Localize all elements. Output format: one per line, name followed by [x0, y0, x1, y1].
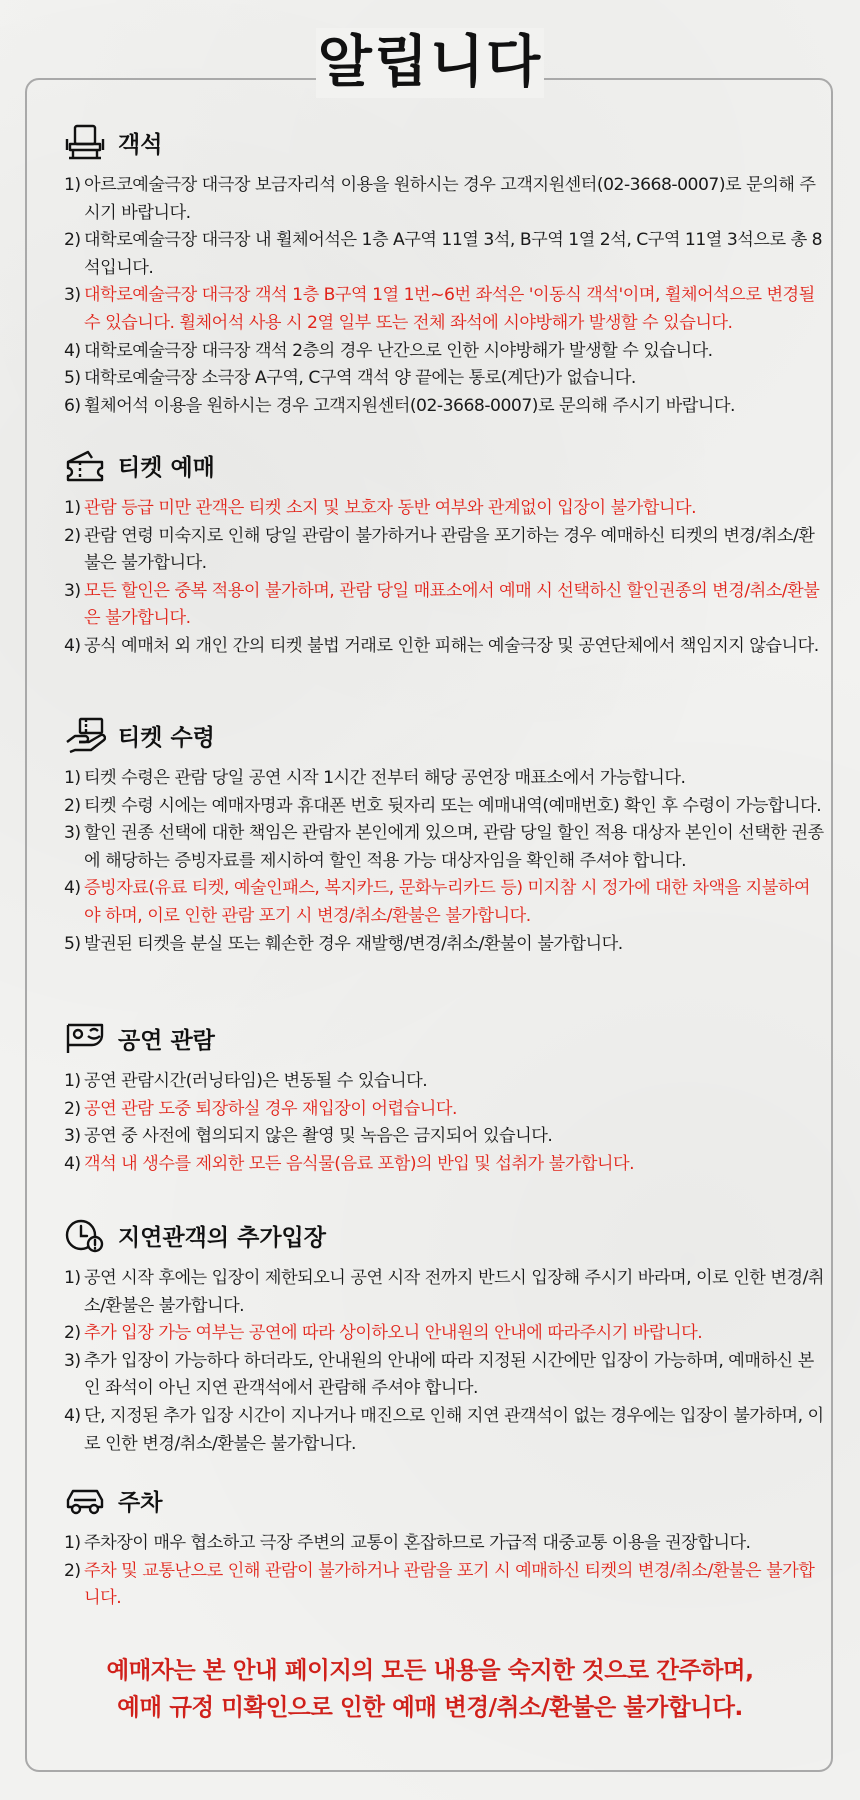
item-number: 4)	[64, 878, 81, 899]
item-number: 2)	[64, 230, 81, 251]
item-text: 공연 중 사전에 협의되지 않은 촬영 및 녹음은 금지되어 있습니다.	[84, 1126, 553, 1147]
section-header	[64, 715, 824, 755]
notice-item	[64, 1123, 824, 1151]
item-text: 공연 시작 후에는 입장이 제한되오니 공연 시작 전까지 반드시 입장해 주시기 바라며, 이로 인한 변경/취소/환불은 불가합니다.	[84, 1268, 824, 1316]
notice-item	[64, 282, 824, 337]
item-number: 5)	[64, 933, 81, 954]
notice-item	[64, 365, 824, 393]
section-title: 티켓 수령	[118, 724, 215, 751]
footer-line: 예매 규정 미확인으로 인한 예매 변경/취소/환불은 불가합니다.	[117, 1693, 743, 1721]
car-icon	[64, 1480, 110, 1520]
section-title: 공연 관람	[118, 1027, 215, 1054]
view-icon	[64, 1018, 110, 1058]
item-number: 2)	[64, 1323, 81, 1344]
item-number: 4)	[64, 340, 81, 361]
item-text: 단, 지정된 추가 입장 시간이 지나거나 매진으로 인해 지연 관객석이 없는 경우에는 입장이 불가하며, 이로 인한 변경/취소/환불은 불가합니다.	[84, 1405, 824, 1454]
notice-section	[64, 1480, 824, 1613]
notice-item	[64, 1558, 824, 1613]
section-title: 티켓 예매	[118, 454, 215, 481]
item-text: 관람 등급 미만 관객은 티켓 소지 및 보호자 동반 여부와 관계없이 입장이 불가합니다.	[84, 498, 697, 518]
item-number: 2)	[64, 1560, 81, 1581]
item-text: 추가 입장 가능 여부는 공연에 따라 상이하오니 안내원의 안내에 따라주시기 바랍니다.	[84, 1323, 703, 1344]
item-text: 휠체어석 이용을 원하시는 경우 고객지원센터(02-3668-0007)로 문의해 주시기 바랍니다.	[84, 395, 735, 416]
item-text: 모든 할인은 중복 적용이 불가하며, 관람 당일 매표소에서 예매 시 선택하신 할인권종의 변경/취소/환불은 불가합니다.	[84, 580, 820, 629]
item-text: 주차 및 교통난으로 인해 관람이 불가하거나 관람을 포기 시 예매하신 티켓의 변경/취소/환불은 불가합니다.	[84, 1560, 815, 1609]
footer-notice	[60, 1652, 800, 1726]
page-title: 알립니다	[316, 28, 544, 98]
notice-item	[64, 1096, 824, 1124]
notice-item	[64, 1151, 824, 1179]
section-header	[64, 1480, 824, 1520]
notice-item	[64, 1068, 824, 1096]
item-number: 5)	[64, 368, 81, 389]
notice-item	[64, 172, 824, 227]
notice-item	[64, 393, 824, 421]
notice-item	[64, 633, 824, 661]
section-title: 객석	[118, 131, 163, 158]
section-title: 지연관객의 추가입장	[118, 1224, 326, 1251]
item-text: 대학로예술극장 대극장 객석 2층의 경우 난간으로 인한 시야방해가 발생할 수 있습니다.	[84, 340, 713, 361]
item-number: 1)	[64, 498, 81, 518]
item-number: 1)	[64, 175, 81, 195]
item-number: 2)	[64, 1098, 81, 1119]
item-number: 3)	[64, 823, 81, 844]
item-text: 증빙자료(유료 티켓, 예술인패스, 복지카드, 문화누리카드 등) 미지참 시 정가에 대한 차액을 지불하여야 하며, 이로 인한 관람 포기 시 변경/취소/환불은 불가합니다.	[84, 878, 811, 926]
notice-item	[64, 338, 824, 366]
item-number: 1)	[64, 1071, 81, 1091]
notice-item	[64, 765, 824, 793]
section-header	[64, 1018, 824, 1058]
notice-item	[64, 1320, 824, 1348]
item-number: 2)	[64, 795, 81, 816]
item-number: 1)	[64, 768, 81, 788]
notice-section	[64, 1215, 824, 1458]
notice-item	[64, 1530, 824, 1558]
notice-section	[64, 445, 824, 661]
clock-icon	[64, 1215, 110, 1255]
item-text: 주차장이 매우 협소하고 극장 주변의 교통이 혼잡하므로 가급적 대중교통 이용을 권장합니다.	[84, 1533, 751, 1553]
notice-item	[64, 820, 824, 875]
item-text: 추가 입장이 가능하다 하더라도, 안내원의 안내에 따라 지정된 시간에만 입장이 가능하며, 예매하신 본인 좌석이 아닌 지연 관객석에서 관람해 주셔야 합니다.	[84, 1350, 814, 1399]
item-number: 4)	[64, 1405, 81, 1426]
item-number: 6)	[64, 395, 81, 416]
item-text: 객석 내 생수를 제외한 모든 음식물(음료 포함)의 반입 및 섭취가 불가합니다.	[84, 1153, 635, 1174]
notice-item	[64, 227, 824, 282]
item-number: 4)	[64, 1153, 81, 1174]
item-text: 대학로예술극장 소극장 A구역, C구역 객석 양 끝에는 통로(계단)가 없습니다.	[84, 368, 636, 389]
section-title: 주차	[118, 1489, 163, 1516]
hand-ticket-icon	[64, 715, 110, 755]
item-text: 발권된 티켓을 분실 또는 훼손한 경우 재발행/변경/취소/환불이 불가합니다.	[84, 933, 623, 954]
item-number: 3)	[64, 285, 81, 306]
item-number: 2)	[64, 525, 81, 546]
item-text: 티켓 수령은 관람 당일 공연 시작 1시간 전부터 해당 공연장 매표소에서 가능합니다.	[84, 768, 686, 788]
item-text: 대학로예술극장 대극장 내 휠체어석은 1층 A구역 11열 3석, B구역 1열 2석, C구역 11열 3석으로 총 8석입니다.	[84, 230, 823, 278]
notice-section	[64, 1018, 824, 1178]
notice-item	[64, 495, 824, 523]
notice-section	[64, 715, 824, 958]
section-header	[64, 1215, 824, 1255]
notice-item	[64, 523, 824, 578]
seat-icon	[64, 122, 110, 162]
section-header	[64, 445, 824, 485]
item-number: 3)	[64, 1350, 81, 1371]
item-text: 대학로예술극장 대극장 객석 1층 B구역 1열 1번~6번 좌석은 '이동식 객석'이며, 휠체어석으로 변경될 수 있습니다. 휠체어석 사용 시 2열 일부 또는 전체 좌석에 시야방해가 발생할 수 있습니다.	[84, 285, 815, 333]
item-number: 3)	[64, 1126, 81, 1147]
notice-item	[64, 578, 824, 633]
notice-item	[64, 1265, 824, 1320]
item-number: 4)	[64, 635, 81, 656]
notice-item	[64, 931, 824, 959]
item-text: 공연 관람시간(러닝타임)은 변동될 수 있습니다.	[84, 1071, 428, 1091]
item-text: 공연 관람 도중 퇴장하실 경우 재입장이 어렵습니다.	[84, 1098, 457, 1119]
item-text: 아르코예술극장 대극장 보금자리석 이용을 원하시는 경우 고객지원센터(02-3668-0007)로 문의해 주시기 바랍니다.	[84, 175, 816, 223]
item-number: 1)	[64, 1533, 81, 1553]
notice-item	[64, 875, 824, 930]
item-text: 공식 예매처 외 개인 간의 티켓 불법 거래로 인한 피해는 예술극장 및 공연단체에서 책임지지 않습니다.	[84, 635, 819, 656]
item-number: 1)	[64, 1268, 81, 1288]
item-text: 할인 권종 선택에 대한 책임은 관람자 본인에게 있으며, 관람 당일 할인 적용 대상자 본인이 선택한 권종에 해당하는 증빙자료를 제시하여 할인 적용 가능 대상자임을 확인해 주셔야 합니다.	[84, 823, 824, 871]
item-number: 3)	[64, 580, 81, 601]
item-text: 관람 연령 미숙지로 인해 당일 관람이 불가하거나 관람을 포기하는 경우 예매하신 티켓의 변경/취소/환불은 불가합니다.	[84, 525, 815, 574]
notice-section	[64, 122, 824, 420]
notice-item	[64, 1348, 824, 1403]
section-header	[64, 122, 824, 162]
ticket-icon	[64, 445, 110, 485]
notice-item	[64, 793, 824, 821]
notice-item	[64, 1403, 824, 1458]
item-text: 티켓 수령 시에는 예매자명과 휴대폰 번호 뒷자리 또는 예매내역(예매번호) 확인 후 수령이 가능합니다.	[84, 795, 822, 816]
footer-line: 예매자는 본 안내 페이지의 모든 내용을 숙지한 것으로 간주하며,	[106, 1656, 754, 1684]
